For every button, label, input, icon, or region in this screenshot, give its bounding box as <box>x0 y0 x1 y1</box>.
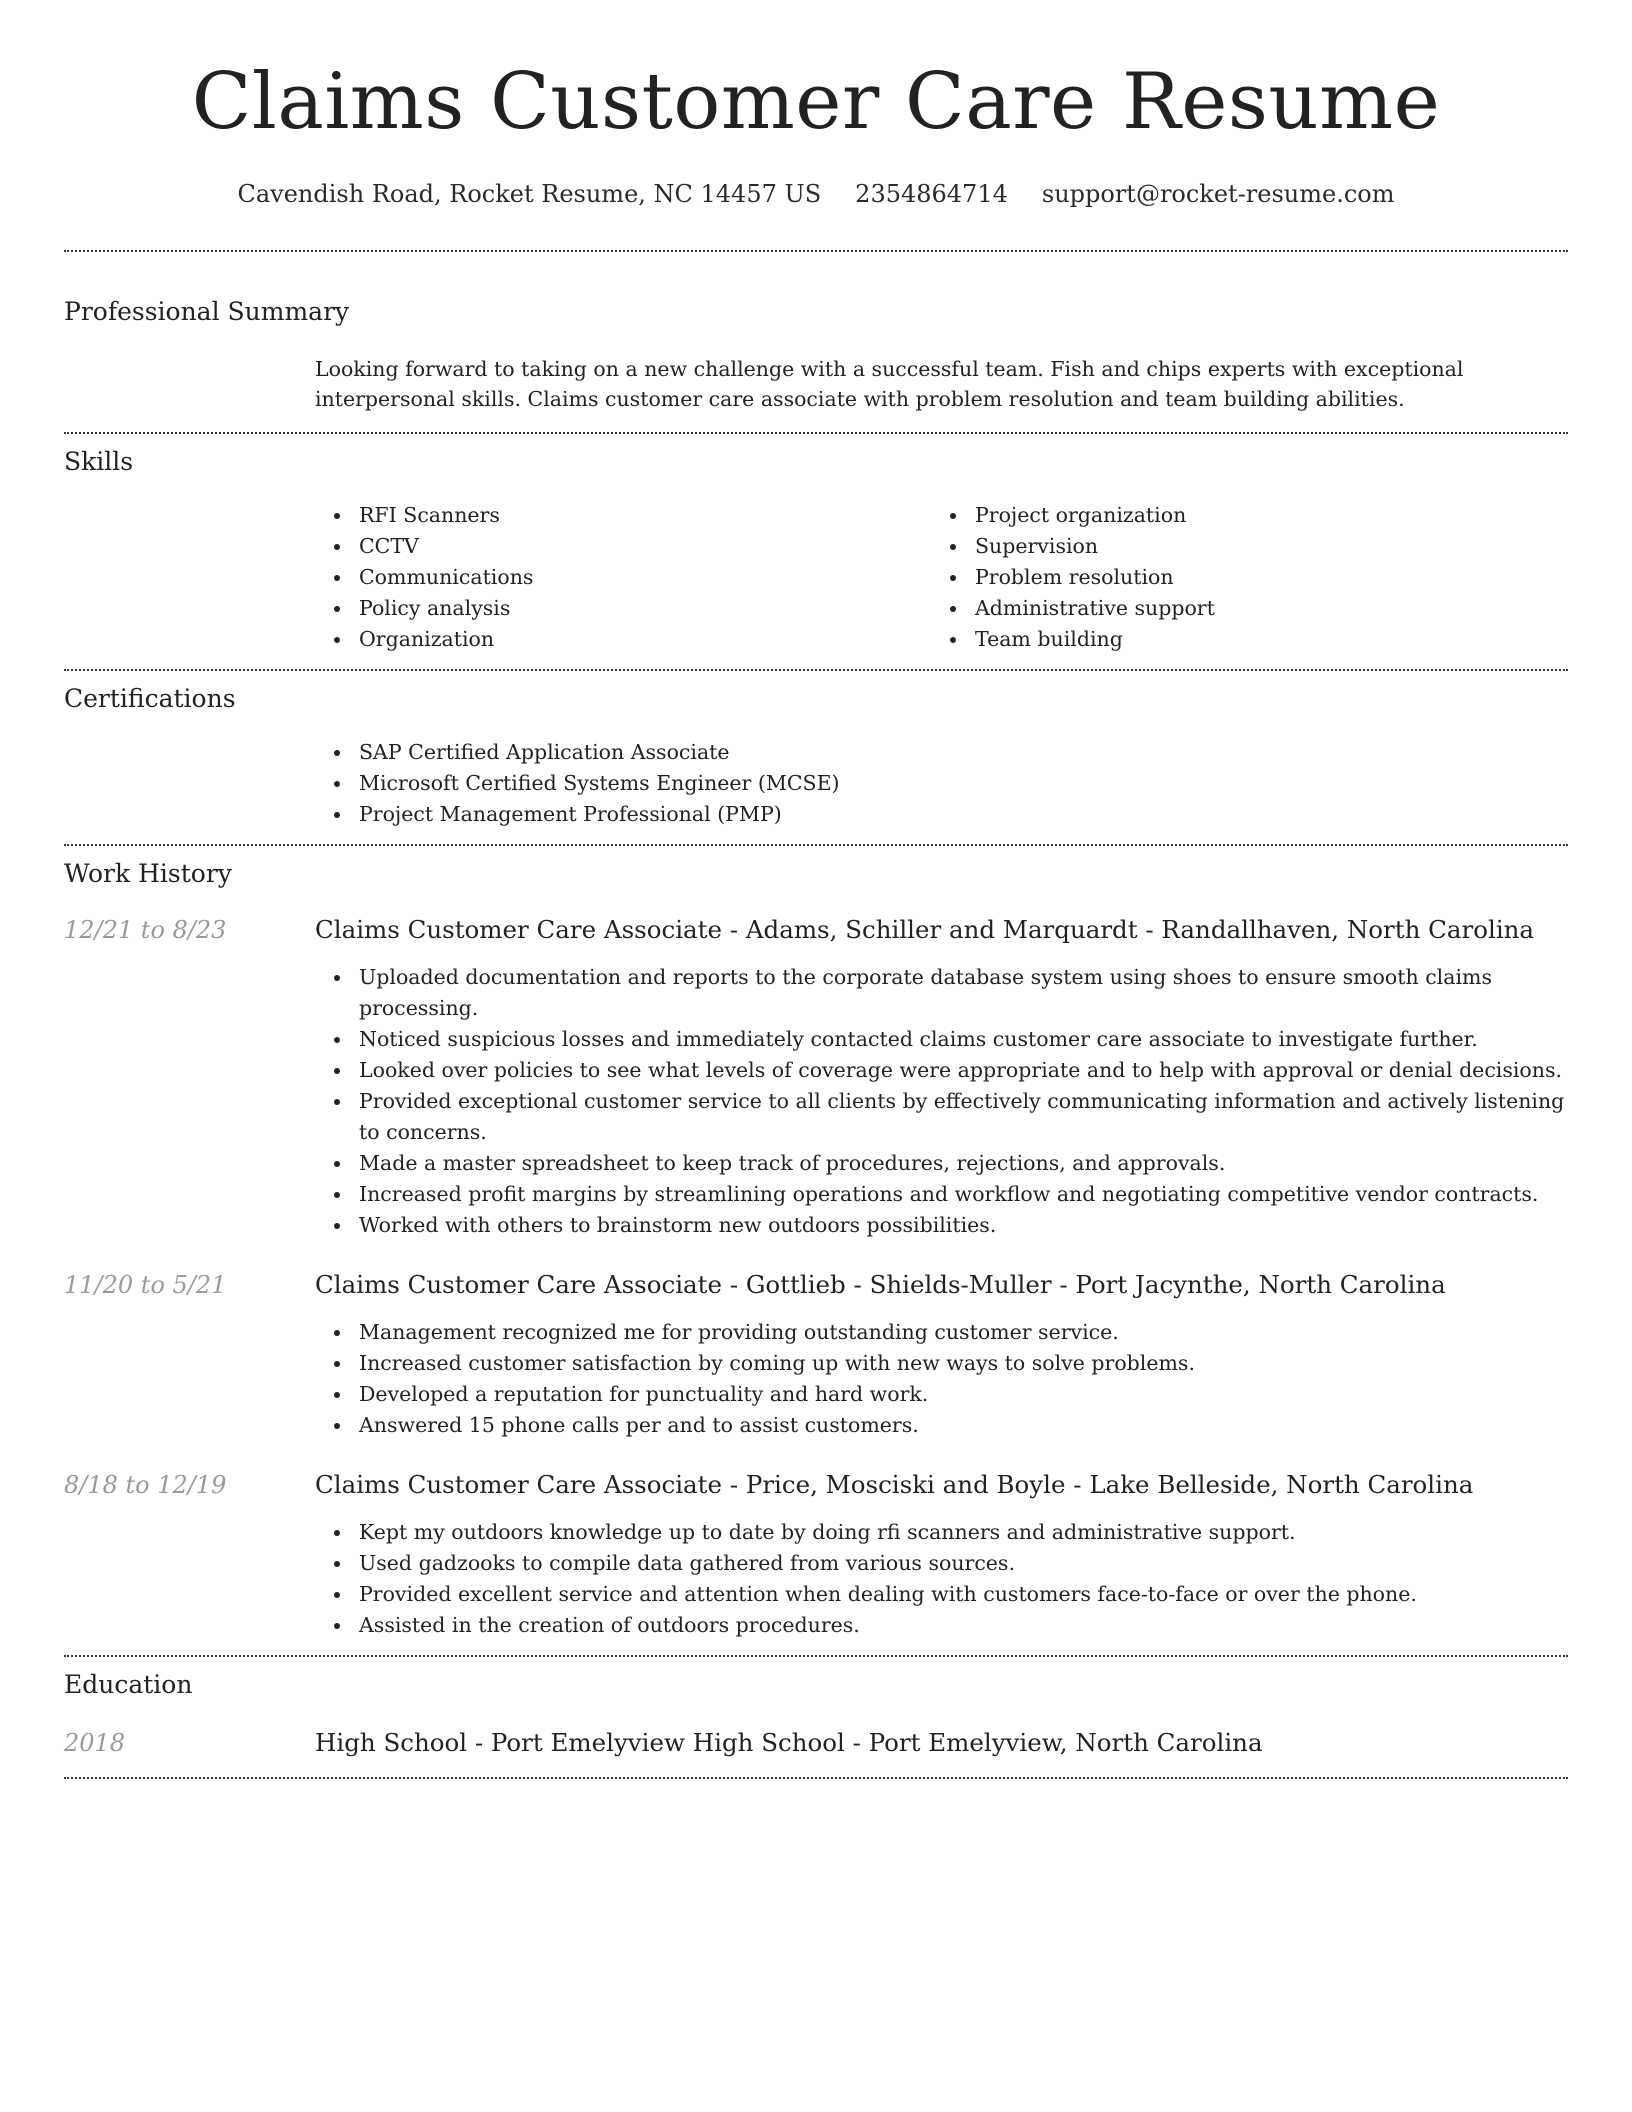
certification-item: Microsoft Certified Systems Engineer (MCSE) <box>359 768 1568 799</box>
job-details <box>315 1469 1568 1641</box>
certifications-section <box>64 671 1568 830</box>
skill-item: Organization <box>359 624 931 655</box>
certifications-heading: Certifications <box>64 684 236 713</box>
section-divider <box>64 1777 1568 1779</box>
job-bullet: Used gadzooks to compile data gathered from various sources. <box>359 1548 1568 1579</box>
job-bullet: Made a master spreadsheet to keep track of procedures, rejections, and approvals. <box>359 1148 1568 1179</box>
job-bullet: Provided excellent service and attention when dealing with customers face-to-face or over the phone. <box>359 1579 1568 1610</box>
certification-item: Project Management Professional (PMP) <box>359 799 1568 830</box>
education-section <box>64 1657 1568 1759</box>
job-details <box>315 1269 1568 1441</box>
job-bullet: Provided exceptional customer service to all clients by effectively communicating information and actively listening to concerns. <box>359 1086 1568 1148</box>
certification-item: SAP Certified Application Associate <box>359 737 1568 768</box>
skills-column-left <box>315 500 931 655</box>
education-details <box>315 1727 1568 1759</box>
job-dates: 8/18 to 12/19 <box>64 1471 227 1499</box>
summary-heading: Professional Summary <box>64 297 350 326</box>
certifications-list <box>315 737 1568 830</box>
skills-columns <box>315 500 1568 655</box>
skill-item: RFI Scanners <box>359 500 931 531</box>
contact-phone: 2354864714 <box>855 180 1008 208</box>
skills-section <box>64 434 1568 655</box>
job-bullet: Noticed suspicious losses and immediately contacted claims customer care associate to investigate further. <box>359 1024 1568 1055</box>
skill-item: Supervision <box>975 531 1547 562</box>
summary-text: Looking forward to taking on a new challenge with a successful team. Fish and chips experts with exceptional interpersonal skills. Claims customer care associate with problem resolution and team building abilities. <box>315 357 1464 411</box>
summary-section <box>64 252 1568 414</box>
job-bullet: Increased customer satisfaction by coming up with new ways to solve problems. <box>359 1348 1568 1379</box>
education-heading: Education <box>64 1670 193 1699</box>
job-entry <box>64 914 1568 1241</box>
skills-heading: Skills <box>64 447 134 476</box>
job-details <box>315 914 1568 1241</box>
job-bullet: Developed a reputation for punctuality and hard work. <box>359 1379 1568 1410</box>
skills-column-right <box>931 500 1547 655</box>
skill-item: CCTV <box>359 531 931 562</box>
job-bullet: Assisted in the creation of outdoors procedures. <box>359 1610 1568 1641</box>
contact-address: Cavendish Road, Rocket Resume, NC 14457 US <box>237 180 822 208</box>
skill-item: Team building <box>975 624 1547 655</box>
page-title: Claims Customer Care Resume <box>191 57 1441 147</box>
job-bullet: Increased profit margins by streamlining operations and workflow and negotiating competitive vendor contracts. <box>359 1179 1568 1210</box>
job-bullet: Worked with others to brainstorm new outdoors possibilities. <box>359 1210 1568 1241</box>
skill-item: Project organization <box>975 500 1547 531</box>
contact-email: support@rocket-resume.com <box>1041 180 1395 208</box>
job-bullet: Uploaded documentation and reports to the corporate database system using shoes to ensure smooth claims processing. <box>359 962 1568 1024</box>
job-bullet: Answered 15 phone calls per and to assist customers. <box>359 1410 1568 1441</box>
job-title: Claims Customer Care Associate - Gottlieb - Shields-Muller - Port Jacynthe, North Carolina <box>315 1270 1446 1299</box>
work-history-heading: Work History <box>64 859 232 888</box>
work-history-section <box>64 846 1568 1655</box>
education-entry <box>64 1727 1568 1759</box>
job-entry <box>64 1469 1568 1641</box>
job-dates: 12/21 to 8/23 <box>64 916 227 944</box>
job-bullet: Kept my outdoors knowledge up to date by doing rfi scanners and administrative support. <box>359 1517 1568 1548</box>
skill-item: Policy analysis <box>359 593 931 624</box>
education-year: 2018 <box>64 1729 126 1757</box>
job-bullet: Management recognized me for providing outstanding customer service. <box>359 1317 1568 1348</box>
job-entry <box>64 1269 1568 1441</box>
job-bullet: Looked over policies to see what levels of coverage were appropriate and to help with approval or denial decisions. <box>359 1055 1568 1086</box>
skill-item: Communications <box>359 562 931 593</box>
skill-item: Administrative support <box>975 593 1547 624</box>
education-title: High School - Port Emelyview High School - Port Emelyview, North Carolina <box>315 1728 1263 1757</box>
job-title: Claims Customer Care Associate - Price, Mosciski and Boyle - Lake Belleside, North Carolina <box>315 1470 1474 1499</box>
job-title: Claims Customer Care Associate - Adams, Schiller and Marquardt - Randallhaven, North Carolina <box>315 915 1535 944</box>
skill-item: Problem resolution <box>975 562 1547 593</box>
job-dates: 11/20 to 5/21 <box>64 1271 227 1299</box>
contact-info <box>64 178 1568 210</box>
